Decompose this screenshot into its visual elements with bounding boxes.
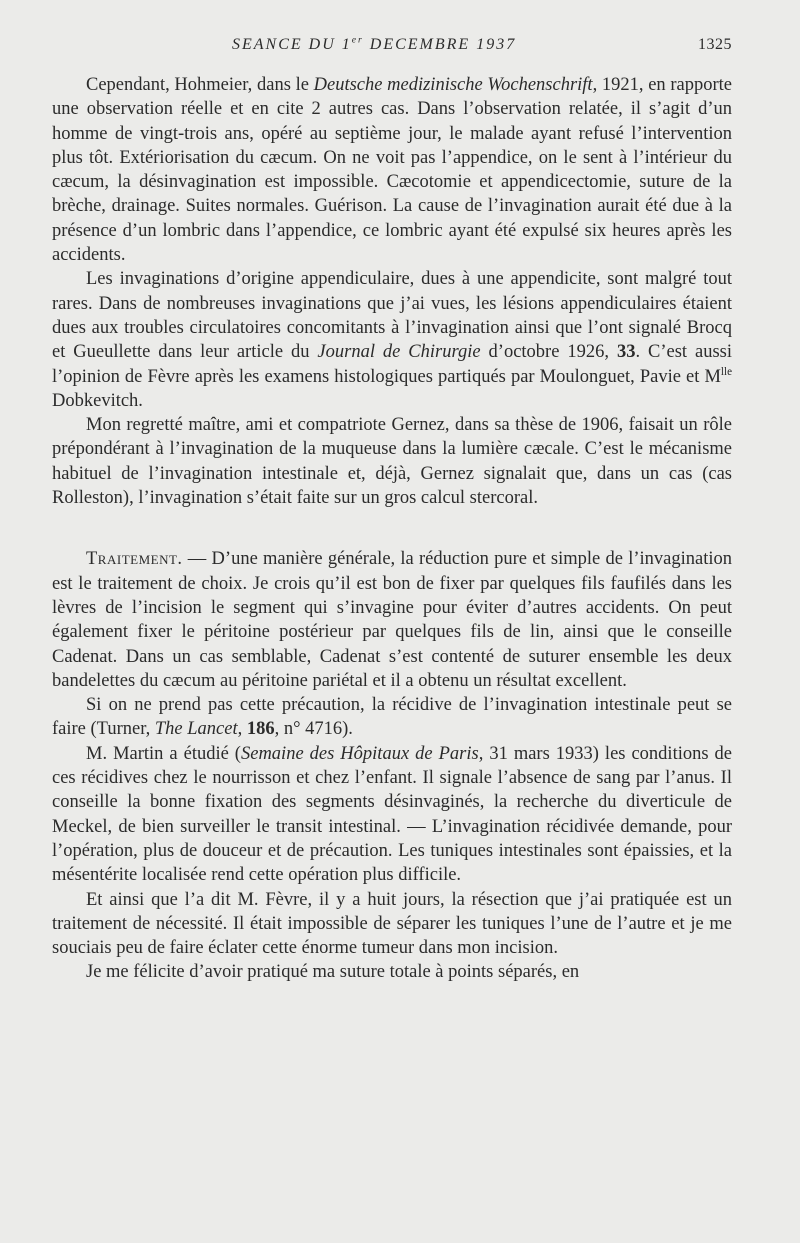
journal-title: Journal de Chirurgie [317,342,481,363]
paragraph-recidive [52,693,732,742]
text-run: d’octobre 1926, [480,342,617,363]
header-title-date: DECEMBRE 1937 [363,36,517,53]
paragraph-martin [52,742,732,888]
page-number: 1325 [698,36,732,53]
text-run: Les invaginations d’origine appendiculaire, dues à une appendicite, sont malgré tout rares. Dans de nombreuses invaginations que j’ai vues, les lésions appendiculaires étaient dues aux troubles circulatoires concomitants à l’invagination ainsi que l’ont signalé Brocq et Gueullette dans leur article du [52,269,732,363]
text-run: Dobkevitch. [52,390,143,411]
journal-title: The Lancet [154,719,238,740]
journal-title: Deutsche medizinische Wochenschrift [313,75,593,95]
header-title [232,36,516,54]
text-run: Si on ne prend pas cette précaution, la récidive de l’invagination intestinale peut se faire (Turner, [52,695,732,740]
superscript: lle [720,365,732,378]
header-title-main: SEANCE DU 1 [232,36,352,53]
text-run: , [237,719,247,740]
paragraph-fevre: Et ainsi que l’a dit M. Fèvre, il y a huit jours, la résection que j’ai pratiquée est un traitement de nécessité. Il était impossible de séparer les tuniques l’une de l’autre et je me souciais peu de faire éclater cette énorme tumeur dans mon incision. [52,889,732,959]
journal-title: Semaine des Hôpitaux de Paris [240,743,479,764]
volume-number: 186 [246,719,275,740]
text-run: Cependant, Hohmeier, dans le [86,75,314,95]
body-text [52,73,732,985]
section-heading: Traitement. [86,549,183,570]
text-run: — D’une manière générale, la réduction pure et simple de l’invagination est le traitement de choix. Je crois qu’il est bon de fixer par quelques fils faufilés dans les lèvres de l’incision le segment qui s’invagine pour éviter d’autres accidents. On peut également fixer le péritoine postérieur par quelques fils de lin, ainsi que le conseille Cadenat. Dans un cas semblable, Cadenat s’est contenté de suturer ensemble les deux bandelettes du cæcum au péritoine pariétal et il a obtenu un résultat excellent. [52,549,732,691]
text-run: . C’est aussi l’opinion de Fèvre après les examens histologiques partiqués par Moulonguet, Pavie et M [52,342,732,387]
paragraph-gernez: Mon regretté maître, ami et compatriote Gernez, dans sa thèse de 1906, faisait un rôle prépondérant à l’invagination de la muqueuse dans la lumière cæcale. C’est le mécanisme habituel de l’invagination intestinale et, déjà, Gernez signalait que, dans un cas (cas Rolleston), l’invagination s’était faite sur un gros calcul stercoral. [52,415,732,509]
text-run: , 1921, en rapporte une observation réelle et en cite 2 autres cas. Dans l’observation relatée, il s’agit d’un homme de vingt-trois ans, opéré au septième jour, le malade ayant refusé l’intervention plus tôt. Extériorisation du cæcum. On ne voit pas l’appendice, on le sent à l’intérieur du cæcum, la désinvagination est impossible. Cæcotomie et appendicectomie, suture de la brèche, drainage. Suites normales. Guérison. La cause de l’invagination aurait été due à la présence d’un lombric dans l’appendice, ce lombric ayant été expulsé six heures après les accidents. [52,75,732,266]
volume-number: 33 [616,342,636,363]
text-run: , 31 mars 1933) les conditions de ces récidives chez le nourrisson et chez l’enfant. Il signale l’absence de sang par l’anus. Il conseille la bonne fixation des segments désinvaginés, la recherche du diverticule de Meckel, de bien surveiller le transit intestinal. — L’invagination récidivée demande, pour l’opération, plus de douceur et de précaution. Les tuniques intestinales sont épaissies, et la mésentérite localisée rend cette opération plus difficile. [52,743,733,886]
text-run: , n° 4716). [274,719,353,740]
running-header [52,36,732,58]
header-title-sup: er [351,34,364,46]
paragraph-suture: Je me félicite d’avoir pratiqué ma suture totale à points séparés, en [86,962,580,983]
paragraph-appendicular-origin [52,267,732,413]
paragraph-hohmeier [52,73,732,267]
text-run: M. Martin a étudié ( [86,743,241,764]
paragraph-traitement [52,547,732,693]
